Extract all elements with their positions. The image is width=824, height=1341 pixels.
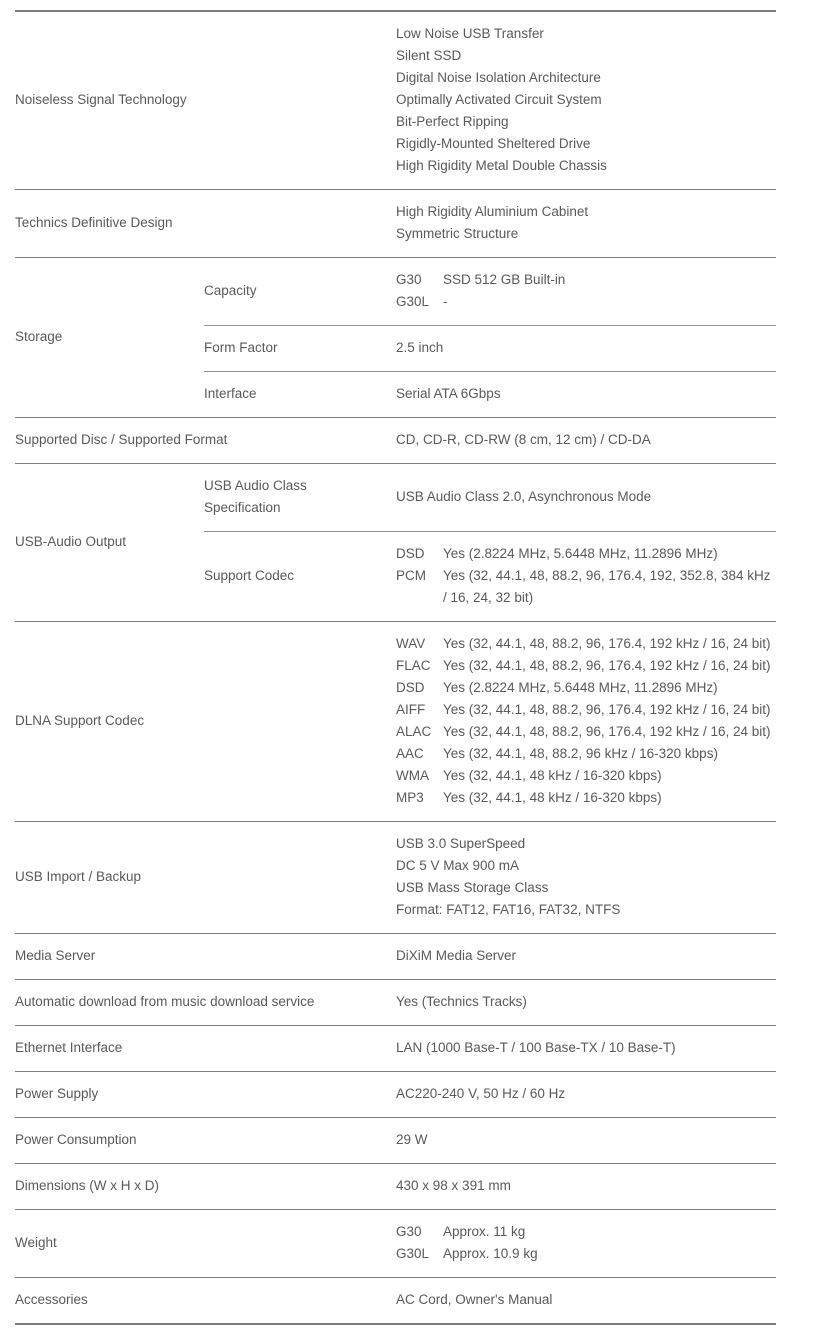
codec-pair: [396, 787, 776, 809]
spec-value-line: Bit-Perfect Ripping: [396, 114, 509, 129]
table-row: [15, 822, 776, 934]
spec-sublabel: Form Factor: [204, 326, 396, 372]
codec-key: DSD: [396, 546, 425, 561]
codec-key: DSD: [396, 680, 425, 695]
spec-value: [396, 11, 776, 190]
table-row: [15, 934, 776, 980]
spec-page: [0, 10, 824, 1341]
codec-value-line: / 16, 24, 32 bit): [443, 590, 534, 605]
spec-value-line: Symmetric Structure: [396, 226, 519, 241]
spec-value-line: USB Mass Storage Class: [396, 880, 549, 895]
spec-value-line: Low Noise USB Transfer: [396, 26, 544, 41]
codec-pair: [396, 543, 776, 565]
spec-label: Dimensions (W x H x D): [15, 1164, 396, 1210]
spec-value-line: Digital Noise Isolation Architecture: [396, 70, 601, 85]
spec-label: Power Supply: [15, 1072, 396, 1118]
spec-value-line: USB 3.0 SuperSpeed: [396, 836, 526, 851]
codec-key: WMA: [396, 768, 430, 783]
spec-value-line: DC 5 V Max 900 mA: [396, 858, 520, 873]
spec-value-line: High Rigidity Metal Double Chassis: [396, 158, 607, 173]
spec-label: Power Consumption: [15, 1118, 396, 1164]
spec-sublabel: USB Audio Class Specification: [204, 464, 396, 532]
model-value: -: [443, 294, 448, 309]
codec-pair: [396, 633, 776, 655]
spec-value: 430 x 98 x 391 mm: [396, 1164, 776, 1210]
spec-label: Automatic download from music download service: [15, 980, 396, 1026]
spec-value-line: High Rigidity Aluminium Cabinet: [396, 204, 589, 219]
model-value: SSD 512 GB Built-in: [443, 272, 566, 287]
model-key: G30: [396, 272, 422, 287]
codec-value: Yes (32, 44.1, 48, 88.2, 96, 176.4, 192 kHz / 16, 24 bit): [443, 636, 771, 651]
spec-label: Storage: [15, 258, 204, 418]
spec-table: [15, 10, 776, 1325]
spec-label: Supported Disc / Supported Format: [15, 418, 396, 464]
table-row: [15, 980, 776, 1026]
codec-pair: [396, 655, 776, 677]
spec-sublabel: Capacity: [204, 258, 396, 326]
spec-value-line: Format: FAT12, FAT16, FAT32, NTFS: [396, 902, 621, 917]
spec-value: AC Cord, Owner's Manual: [396, 1278, 776, 1325]
spec-sublabel: Interface: [204, 372, 396, 418]
spec-label: DLNA Support Codec: [15, 622, 396, 822]
codec-key: AAC: [396, 746, 424, 761]
codec-key: MP3: [396, 790, 424, 805]
codec-value: [443, 565, 771, 609]
model-key: G30L: [396, 294, 430, 309]
codec-value: Yes (32, 44.1, 48, 88.2, 96, 176.4, 192 kHz / 16, 24 bit): [443, 658, 771, 673]
codec-value: Yes (32, 44.1, 48, 88.2, 96 kHz / 16-320 kbps): [443, 746, 718, 761]
spec-value: 2.5 inch: [396, 326, 776, 372]
model-key: G30: [396, 1224, 422, 1239]
codec-pair: [396, 565, 776, 609]
model-key: G30L: [396, 1246, 430, 1261]
spec-value: USB Audio Class 2.0, Asynchronous Mode: [396, 464, 776, 532]
spec-value: [396, 622, 776, 822]
table-row: [15, 464, 776, 532]
codec-pair: [396, 677, 776, 699]
codec-key: ALAC: [396, 724, 432, 739]
model-value: Approx. 10.9 kg: [443, 1246, 538, 1261]
table-row: [15, 11, 776, 190]
model-pair: [396, 1243, 776, 1265]
spec-value: [396, 190, 776, 258]
codec-pair: [396, 743, 776, 765]
codec-pair: [396, 721, 776, 743]
table-row: [15, 1118, 776, 1164]
table-row: [15, 1164, 776, 1210]
table-row: [15, 1210, 776, 1278]
spec-value: 29 W: [396, 1118, 776, 1164]
spec-sublabel: Support Codec: [204, 532, 396, 622]
codec-value: Yes (32, 44.1, 48, 88.2, 96, 176.4, 192 kHz / 16, 24 bit): [443, 724, 771, 739]
codec-value: Yes (32, 44.1, 48 kHz / 16-320 kbps): [443, 768, 662, 783]
table-row: [15, 1278, 776, 1325]
spec-value: DiXiM Media Server: [396, 934, 776, 980]
spec-label: USB-Audio Output: [15, 464, 204, 622]
table-row: [15, 1072, 776, 1118]
table-row: [15, 418, 776, 464]
model-pair: [396, 269, 776, 291]
spec-value: AC220-240 V, 50 Hz / 60 Hz: [396, 1072, 776, 1118]
spec-label: Noiseless Signal Technology: [15, 92, 187, 107]
codec-pair: [396, 699, 776, 721]
model-pair: [396, 291, 776, 313]
spec-value-line: Silent SSD: [396, 48, 462, 63]
spec-label: Technics Definitive Design: [15, 190, 396, 258]
spec-value: [396, 532, 776, 622]
codec-value: Yes (2.8224 MHz, 5.6448 MHz, 11.2896 MHz): [443, 546, 718, 561]
spec-label: Accessories: [15, 1278, 396, 1325]
spec-label: Media Server: [15, 934, 396, 980]
spec-label: Weight: [15, 1210, 396, 1278]
spec-value-line: Optimally Activated Circuit System: [396, 92, 602, 107]
table-row: [15, 1026, 776, 1072]
codec-pair: [396, 765, 776, 787]
model-value: Approx. 11 kg: [443, 1224, 526, 1239]
codec-key: WAV: [396, 636, 426, 651]
table-row: [15, 622, 776, 822]
model-pair: [396, 1221, 776, 1243]
spec-value: [396, 258, 776, 326]
spec-label: USB Import / Backup: [15, 822, 396, 934]
table-row: [15, 258, 776, 326]
codec-value: Yes (32, 44.1, 48 kHz / 16-320 kbps): [443, 790, 662, 805]
spec-value: Serial ATA 6Gbps: [396, 372, 776, 418]
codec-value-line: Yes (32, 44.1, 48, 88.2, 96, 176.4, 192, 352.8, 384 kHz: [443, 568, 771, 583]
codec-key: FLAC: [396, 658, 431, 673]
codec-value: Yes (2.8224 MHz, 5.6448 MHz, 11.2896 MHz): [443, 680, 718, 695]
spec-value-line: Rigidly-Mounted Sheltered Drive: [396, 136, 591, 151]
spec-value: CD, CD-R, CD-RW (8 cm, 12 cm) / CD-DA: [396, 418, 776, 464]
spec-label: Ethernet Interface: [15, 1026, 396, 1072]
codec-value: Yes (32, 44.1, 48, 88.2, 96, 176.4, 192 kHz / 16, 24 bit): [443, 702, 771, 717]
codec-key: AIFF: [396, 702, 426, 717]
spec-value: Yes (Technics Tracks): [396, 980, 776, 1026]
spec-value: [396, 1210, 776, 1278]
codec-key: PCM: [396, 568, 427, 583]
spec-value: LAN (1000 Base-T / 100 Base-TX / 10 Base-T): [396, 1026, 776, 1072]
spec-value: [396, 822, 776, 934]
table-row: [15, 190, 776, 258]
